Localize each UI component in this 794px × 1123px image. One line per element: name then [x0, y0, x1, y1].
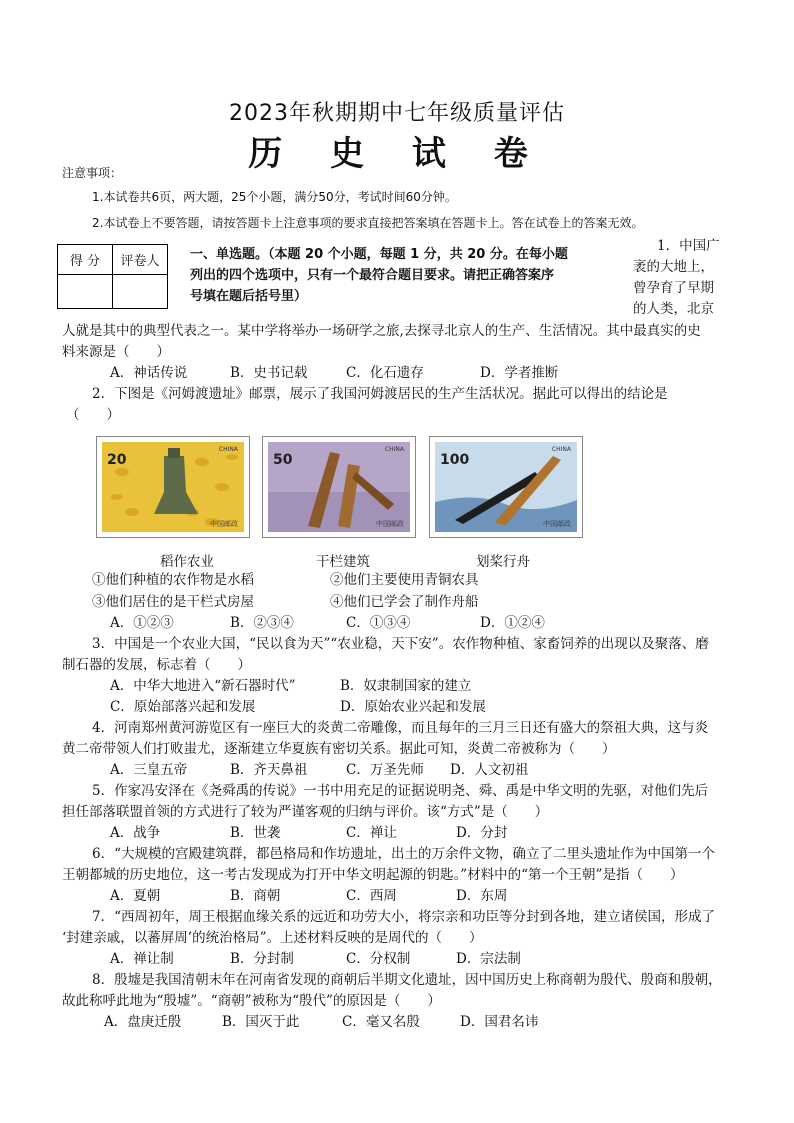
q3-option-b: B．奴隶制国家的建立 — [340, 678, 472, 694]
q4-stem-line: 黄二帝带领人们打败蚩尤，逐渐建立华夏族有密切关系。据此可知，炎黄二帝被称为（ ） — [62, 741, 616, 757]
stamp-issuer: 中国邮政 — [210, 520, 238, 528]
q2-stem-line: 2．下图是《河姆渡遗址》邮票，展示了我国河姆渡居民的生产生活状况。据此可以得出的结论是 — [92, 386, 668, 402]
q4-option-b: B．齐天鼻祖 — [230, 762, 308, 778]
q7-stem-line: 7．“西周初年，周王根据血缘关系的远近和功劳大小，将宗亲和功臣等分封到各地，建立诸侯国，形成了 — [92, 909, 715, 925]
q5-option-a: A．战争 — [110, 825, 161, 841]
q8-option-d: D．国君名讳 — [460, 1014, 539, 1030]
score-cell — [58, 275, 113, 309]
score-label: 得 分 — [58, 245, 113, 275]
q2-statement-3: ③他们居住的是干栏式房屋 — [92, 594, 254, 610]
q6-stem-line: 王朝都城的历史地位，这一考古发现成为打开中华文明起源的钥匙。”材料中的“第一个王朝”是指（ ） — [62, 867, 684, 883]
section-heading-line: 一、单选题。（本题 20 个小题，每题 1 分，共 20 分。在每小题 — [190, 247, 568, 262]
q2-stem-line: （ ） — [66, 407, 120, 423]
q5-stem-line: 5．作家冯安泽在《尧舜禹的传说》一书中用充足的证据说明尧、舜、禹是中华文明的先驱，对他们先后 — [92, 783, 709, 799]
q2-statement-1: ①他们种植的农作物是水稻 — [92, 572, 254, 588]
q5-stem-line: 担任部落联盟首领的方式进行了较为严谨客观的归纳与评价。该“方式”是（ ） — [62, 804, 549, 820]
q1-option-c: C．化石遗存 — [346, 365, 424, 381]
stamp-rice-farming — [96, 436, 250, 538]
q6-stem-line: 6．“大规模的宫殿建筑群，都邑格局和作坊遗址，出土的万余件文物，确立了二里头遗址作为中国第一个 — [92, 846, 715, 862]
stamp-value: 100 — [440, 452, 470, 468]
q3-option-c: C．原始部落兴起和发展 — [110, 699, 256, 715]
stamp-image — [268, 442, 410, 532]
stamp-country: CHINA — [551, 446, 571, 453]
q8-option-c: C．毫又名殷 — [342, 1014, 420, 1030]
score-table — [57, 244, 168, 309]
q4-option-c: C．万圣先师 — [346, 762, 424, 778]
q1-option-a: A．神话传说 — [110, 365, 188, 381]
q8-option-a: A．盘庚迁殷 — [104, 1014, 182, 1030]
q1-option-b: B．史书记载 — [230, 365, 308, 381]
q3-stem-line: 制石器的发展，标志着（ ） — [62, 657, 251, 673]
q1-side-line: 的人类，北京 — [633, 301, 714, 317]
stamp-image — [435, 442, 577, 532]
stamp-value: 20 — [107, 452, 127, 468]
q7-stem-line: ‘封建亲戚，以蕃屏周’的统治格局”。上述材料反映的是周代的（ ） — [62, 930, 483, 946]
q5-option-d: D．分封 — [456, 825, 508, 841]
section-heading-line: 列出的四个选项中，只有一个最符合题目要求。请把正确答案序 — [190, 268, 555, 283]
q1-stem-line: 料来源是（ ） — [62, 344, 170, 360]
q2-statement-4: ④他们已学会了制作舟船 — [330, 594, 479, 610]
stamp-issuer: 中国邮政 — [543, 520, 571, 528]
q3-option-d: D．原始农业兴起和发展 — [340, 699, 486, 715]
q7-option-b: B．分封制 — [230, 951, 294, 967]
q7-option-a: A．禅让制 — [110, 951, 174, 967]
stamp-value: 50 — [273, 452, 293, 468]
q7-option-c: C．分权制 — [346, 951, 411, 967]
stamp-caption-boat: 划桨行舟 — [476, 554, 530, 570]
exam-title: 2023年秋期期中七年级质量评估 — [229, 101, 565, 126]
note-item-1: 1.本试卷共6页，两大题，25个小题，满分50分，考试时间60分钟。 — [92, 190, 457, 204]
q1-side-line: 曾孕育了早期 — [633, 280, 714, 296]
q8-stem-line: 8．殷墟是我国清朝末年在河南省发现的商朝后半期文化遗址，因中国历史上称商朝为殷代、殷商和殷朝， — [92, 972, 722, 988]
stamp-caption-rice: 稻作农业 — [160, 554, 214, 570]
q4-option-a: A．三皇五帝 — [110, 762, 188, 778]
q1-side-text — [633, 236, 733, 320]
grader-cell — [113, 275, 168, 309]
stamp-country: CHINA — [384, 446, 404, 453]
exam-subject: 历 史 试 卷 — [248, 134, 546, 174]
q6-option-c: C．西周 — [346, 888, 397, 904]
q5-option-b: B．世袭 — [230, 825, 281, 841]
q4-stem-line: 4．河南郑州黄河游览区有一座巨大的炎黄二帝雕像，而且每年的三月三日还有盛大的祭祖大典，这与炎 — [92, 720, 709, 736]
q4-option-d: D．人文初祖 — [450, 762, 529, 778]
notes-heading: 注意事项： — [62, 166, 123, 180]
stamp-image — [102, 442, 244, 532]
stamp-country: CHINA — [218, 446, 238, 453]
grader-label: 评卷人 — [113, 245, 168, 275]
q1-side-line: 1．中国广 — [657, 238, 720, 254]
stamp-issuer: 中国邮政 — [376, 520, 404, 528]
section-heading-line: 号填在题后括号里） — [190, 289, 308, 304]
section-heading — [190, 244, 620, 307]
q2-option-c: C．①③④ — [346, 615, 411, 631]
note-item-2: 2.本试卷上不要答题，请按答题卡上注意事项的要求直接把答案填在答题卡上。答在试卷上的答案无效。 — [92, 216, 644, 230]
q6-option-a: A．夏朝 — [110, 888, 161, 904]
q8-stem-line: 故此称呼此地为“殷墟”。“商朝”被称为“殷代”的原因是（ ） — [62, 993, 441, 1009]
stamp-stilt-house — [262, 436, 416, 538]
q8-option-b: B．国灭于此 — [222, 1014, 300, 1030]
stamp-caption-house: 干栏建筑 — [316, 554, 370, 570]
q1-option-d: D．学者推断 — [480, 365, 559, 381]
q6-option-b: B．商朝 — [230, 888, 281, 904]
q1-stem-line: 人就是其中的典型代表之一。某中学将举办一场研学之旅,去探寻北京人的生产、生活情况。其中最真实的史 — [62, 323, 701, 339]
q1-side-line: 袤的大地上， — [633, 259, 714, 275]
q7-option-d: D．宗法制 — [456, 951, 521, 967]
q3-option-a: A．中华大地进入“新石器时代” — [110, 678, 296, 694]
q2-option-d: D．①②④ — [480, 615, 545, 631]
q3-stem-line: 3．中国是一个农业大国，“民以食为天”“农业稳，天下安”。农作物种植、家畜饲养的出现以及聚落、磨 — [92, 636, 709, 652]
stamp-rowing-boat — [429, 436, 583, 538]
q2-option-a: A．①②③ — [110, 615, 174, 631]
q2-statement-2: ②他们主要使用青铜农具 — [330, 572, 479, 588]
q6-option-d: D．东周 — [456, 888, 508, 904]
q5-option-c: C．禅让 — [346, 825, 397, 841]
q2-option-b: B．②③④ — [230, 615, 294, 631]
